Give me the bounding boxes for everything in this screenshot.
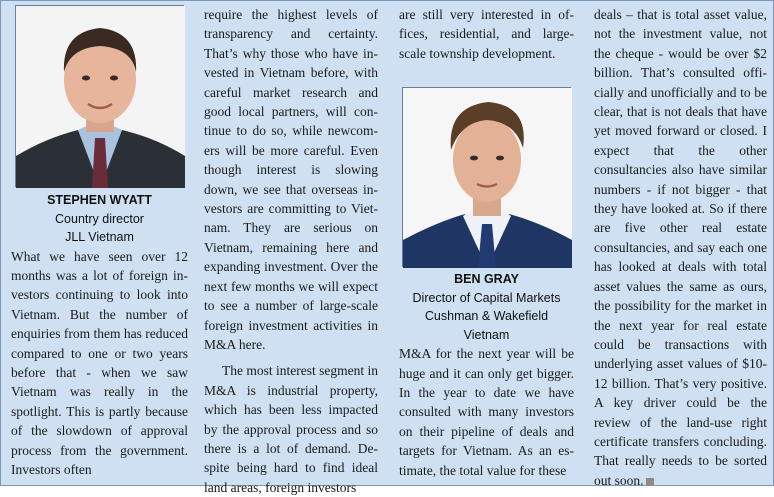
stephen-wyatt-photo (15, 5, 184, 187)
article-paragraph: require the highest levels of transparency and certainty. That’s why those who have invested in Vietnam before, with careful market research and good local partners, will continue to do so, while newcomers will be more careful. Even though interest is slowing down, we see that overseas investors are committing to Vietnam. They are serious on Vietnam, remaining here and expanding investment. Over the next few months we will expect to see a number of large-scale foreign investment activities in M&A here. (204, 7, 378, 352)
article-paragraph-end (594, 5, 767, 490)
article-column-1 (11, 5, 188, 479)
article-paragraph: What we have seen over 12 months was a lot of foreign investors continuing to look into Vietnam. But the number of enquiries from them has reduced compared to one or two years before that - when we saw Vietnam was really in the spotlight. This is partly because of the slowdown of approval process from the government. Investors often (11, 248, 188, 477)
profile-location: Vietnam (463, 327, 510, 342)
article-paragraph: are still very interested in offices, residential, and large-scale township development. (399, 7, 574, 61)
article-column-4 (594, 5, 767, 490)
article-paragraph: The most interest segment in M&A is industrial property, which has been less impacted by the approval process and so there is a lot of demand. Despite being hard to find ideal land areas, foreign investors (204, 363, 378, 495)
article-text: deals – that is total asset value, not the investment value, not the cheque - would be over $2 billion. That’s consulted officially and unofficially and to be clear, that is not deals that have yet moved forward or closed. I expect that the other consultancies also have similar numbers - if not bigger - that they have looked at. So if there are five other real estate consultancies, and say each one has looked at deals with total asset values the same as ours, the possibility for the market in the next year for real estate could be transactions with underlying asset values of $10-12 billion. That’s very positive. A key driver could be the review of the land-use right certificate transfers concluding. That really needs to be sorted out soon. (594, 7, 767, 488)
article-column-3 (399, 5, 574, 480)
profile-caption-2 (399, 270, 574, 344)
profile-title: Country director (55, 211, 144, 226)
portrait-image (403, 88, 572, 268)
portrait-image (16, 6, 185, 188)
article-paragraph: M&A for the next year will be huge and it can only get bigger. In the year to date we have consulted with many investors on their pipeline of deals and targets for Vietnam. As an estimate, the total value for these (399, 346, 574, 478)
ben-gray-photo (402, 87, 571, 267)
article-column-2 (204, 5, 378, 497)
profile-company: Cushman & Wakefield (424, 309, 549, 324)
profile-company: JLL Vietnam (65, 230, 134, 244)
profile-caption-1 (11, 191, 188, 247)
profile-title: Director of Capital Markets (412, 290, 561, 305)
profile-name: STEPHEN WYATT (47, 193, 152, 207)
end-of-article-square-icon (646, 478, 654, 486)
profile-name: BEN GRAY (454, 272, 519, 287)
